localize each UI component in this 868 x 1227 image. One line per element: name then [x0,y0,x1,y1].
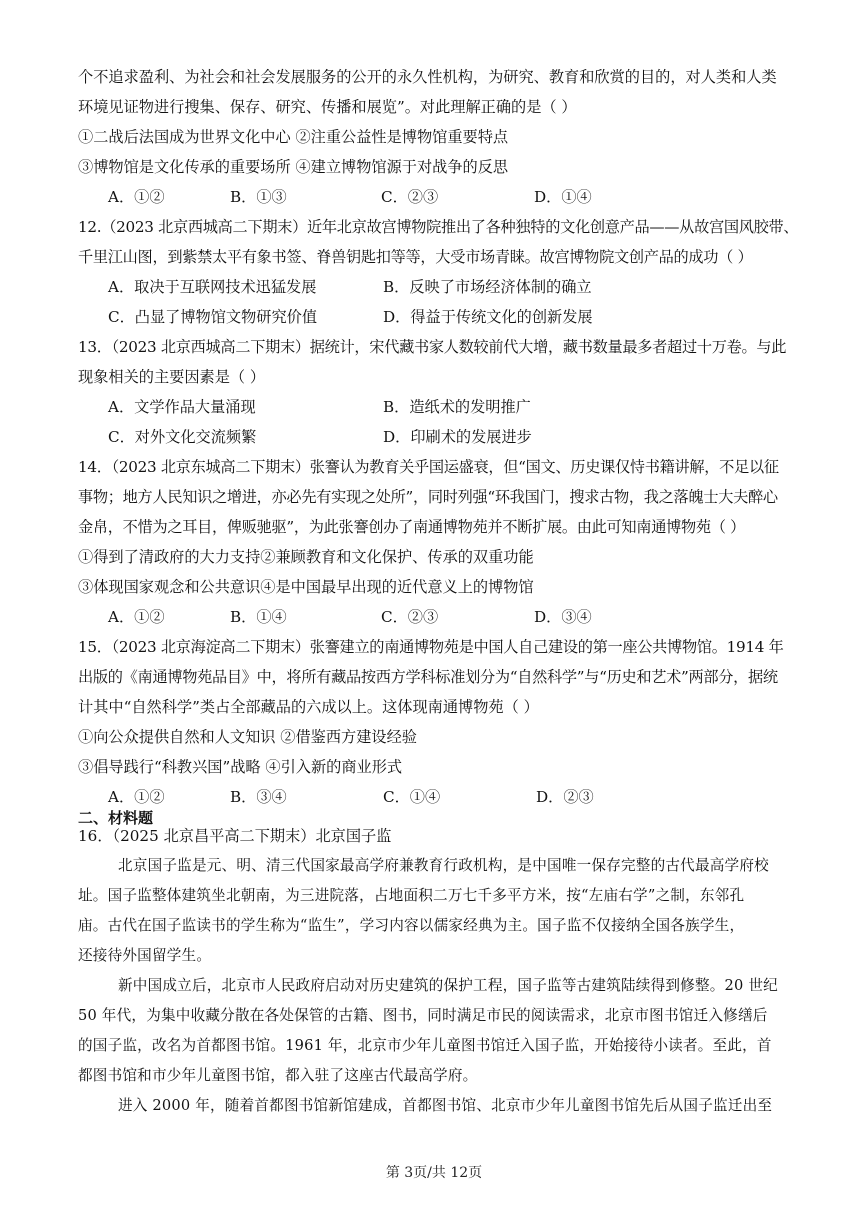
q13-stem-line-2: 现象相关的主要因素是（ ） [78,368,266,386]
q12-option-a: A．取决于互联网技术迅猛发展 [108,278,317,296]
q15-options [78,787,798,807]
q15-stem-line-3: 计其中“自然科学”类占全部藏品的六成以上。这体现南通博物苑（ ） [78,698,539,716]
q14-statement-2: ③体现国家观念和公共意识④是中国最早出现的近代意义上的博物馆 [78,578,534,596]
q14-stem-line-2: 事物；地方人民知识之增进，亦必先有实现之处所”，同时列强“环我国门，搜求古物，我之落魄士大夫醉心 [78,488,778,506]
q11-statement-2: ③博物馆是文化传承的重要场所 ④建立博物馆源于对战争的反思 [78,158,509,176]
q13-option-c: C．对外文化交流频繁 [108,428,257,446]
q15-option-c: C．①④ [383,788,441,806]
q12-options-row-1 [78,277,798,297]
q13-option-b: B．造纸术的发明推广 [383,398,531,416]
q11-options [78,187,798,207]
q13-options-row-1 [78,397,798,417]
page-footer: 第 3页/共 12页 [385,1165,483,1181]
q13-options-row-2 [78,427,798,447]
q16-title: 16．（2025 北京昌平高二下期末）北京国子监 [78,827,392,845]
q14-statement-1: ①得到了清政府的大力支持②兼顾教育和文化保护、传承的双重功能 [78,548,534,566]
q14-stem-line-3: 金帛，不惜为之耳目，俾贩驰驱”，为此张謇创办了南通博物苑并不断扩展。由此可知南通博物苑（ ） [78,518,746,536]
q13-stem-line-1: 13．（2023 北京西城高二下期末）据统计，宋代藏书家人数较前代大增，藏书数量最多者超过十万卷。与此 [78,338,787,356]
q16-p1-line-3: 庙。古代在国子监读书的学生称为“监生”，学习内容以儒家经典为主。国子监不仅接纳全国各族学生， [78,917,745,934]
q15-option-b: B．③④ [230,788,287,806]
q16-p2-line-2: 50 年代，为集中收藏分散在各处保管的古籍、图书，同时满足市民的阅读需求，北京市图书馆迁入修缮后 [78,1007,768,1024]
q15-statement-2: ③倡导践行“科教兴国”战略 ④引入新的商业形式 [78,758,403,776]
q14-option-b: B．①④ [230,608,287,626]
q11-option-c: C．②③ [381,188,439,206]
q14-options [78,607,798,627]
q12-option-c: C．凸显了博物馆文物研究价值 [108,308,318,326]
q11-option-a: A．①② [108,188,165,206]
q12-options-row-2 [78,307,798,327]
q11-stem-line-1: 个不追求盈利、为社会和社会发展服务的公开的永久性机构，为研究、教育和欣赏的目的，对人类和人类 [78,68,777,86]
q12-option-b: B．反映了市场经济体制的确立 [383,278,592,296]
q16-p2-line-3: 的国子监，改名为首都图书馆。1961 年，北京市少年儿童图书馆迁入国子监，开始接待小读者。至此，首 [78,1037,772,1054]
q15-option-a: A．①② [108,788,165,806]
q16-p3-line-1: 进入 2000 年，随着首都图书馆新馆建成，首都图书馆、北京市少年儿童图书馆先后从国子监迁出至 [118,1097,773,1114]
q16-p1-line-2: 址。国子监整体建筑坐北朝南，为三进院落，占地面积二万七千多平方米，按“左庙右学”之制，东邻孔 [78,887,745,904]
q12-option-d: D．得益于传统文化的创新发展 [383,308,593,326]
q16-p2-line-1: 新中国成立后，北京市人民政府启动对历史建筑的保护工程，国子监等古建筑陆续得到修整。20 世纪 [118,977,778,994]
q13-option-a: A．文学作品大量涌现 [108,398,256,416]
q11-statement-1: ①二战后法国成为世界文化中心 ②注重公益性是博物馆重要特点 [78,128,509,146]
q12-stem-line-2: 千里江山图，到紫禁太平有象书签、脊兽钥匙扣等等，大受市场青睐。故宫博物院文创产品的成功（ ） [78,248,753,266]
section-heading-material: 二、材料题 [78,809,154,827]
q16-p1-line-4: 还接待外国留学生。 [78,947,212,964]
q15-statement-1: ①向公众提供自然和人文知识 ②借鉴西方建设经验 [78,728,417,746]
q14-option-d: D．③④ [534,608,592,626]
q14-option-c: C．②③ [381,608,439,626]
q16-p1-line-1: 北京国子监是元、明、清三代国家最高学府兼教育行政机构，是中国唯一保存完整的古代最高学府校 [118,857,769,874]
q15-stem-line-2: 出版的《南通博物苑品目》中，将所有藏品按西方学科标准划分为“自然科学”与“历史和艺术”两部分，据统 [78,668,778,686]
q16-p2-line-4: 都图书馆和市少年儿童图书馆，都入驻了这座古代最高学府。 [78,1067,478,1084]
q11-option-b: B．①③ [230,188,287,206]
q14-option-a: A．①② [108,608,165,626]
q11-option-d: D．①④ [534,188,592,206]
q11-stem-line-2: 环境见证物进行搜集、保存、研究、传播和展览”。对此理解正确的是（ ） [78,98,577,116]
q12-stem-line-1: 12.（2023 北京西城高二下期末）近年北京故宫博物院推出了各种独特的文化创意产品——从故宫国风胶带、 [78,218,799,236]
q14-stem-line-1: 14．（2023 北京东城高二下期末）张謇认为教育关乎国运盛衰，但“国文、历史课仅恃书籍讲解，不足以征 [78,458,779,476]
q15-option-d: D．②③ [536,788,594,806]
q15-stem-line-1: 15．（2023 北京海淀高二下期末）张謇建立的南通博物苑是中国人自己建设的第一座公共博物馆。1914 年 [78,638,784,656]
q13-option-d: D．印刷术的发展进步 [383,428,532,446]
